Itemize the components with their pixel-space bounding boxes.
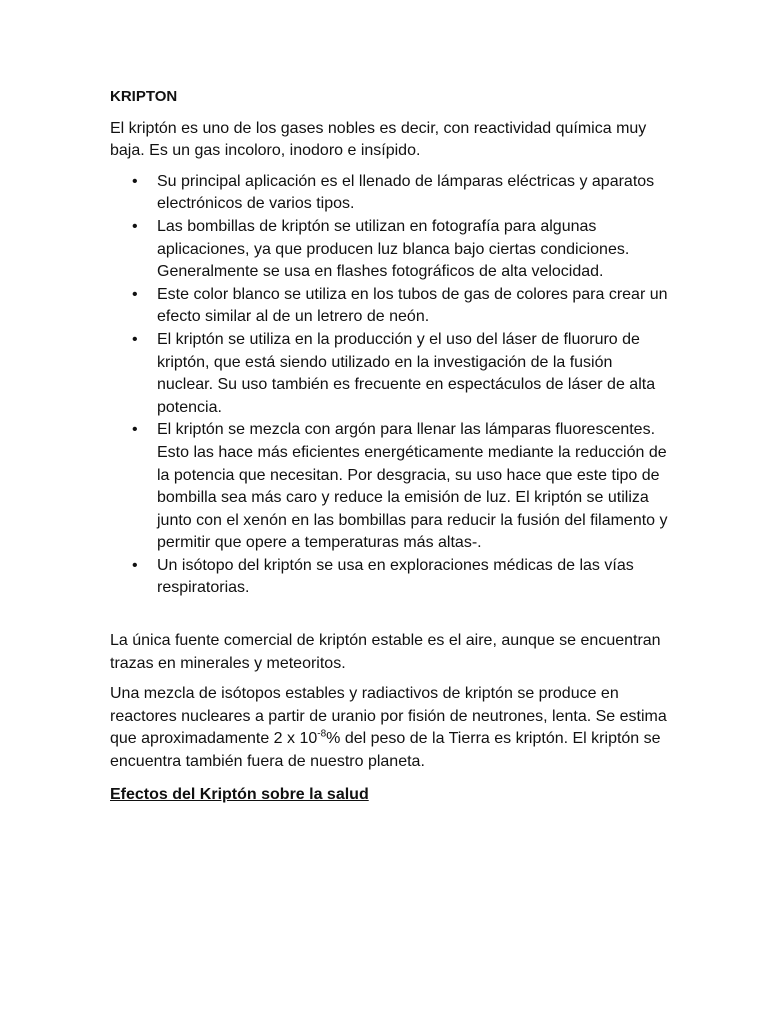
intro-paragraph: El kriptón es uno de los gases nobles es decir, con reactividad química muy baja. Es un gas incoloro, inodoro e insípido. (110, 119, 647, 160)
source-paragraph: La única fuente comercial de kriptón estable es el aire, aunque se encuentran trazas en minerales y meteoritos. (110, 632, 661, 672)
isotopes-text-start: Una mezcla de isótopos estables y radiactivos de kriptón se produce en reactores nucleares a partir de uranio por fisión de neutrones, lenta. Se estima que aproximadamente 2 x 10 (110, 685, 667, 748)
bullet-icon: • (132, 421, 138, 439)
bullet-icon: • (132, 556, 138, 574)
document-page (110, 86, 670, 814)
bullet-icon: • (132, 172, 138, 190)
list-item (110, 171, 670, 216)
list-item (110, 329, 670, 419)
document-title: KRIPTON (110, 88, 178, 105)
list-item-text: Un isótopo del kriptón se usa en exploraciones médicas de las vías respiratorias. (157, 556, 634, 597)
spacer (110, 600, 670, 630)
list-item (110, 284, 670, 329)
list-item (110, 216, 670, 284)
list-item (110, 419, 670, 555)
bullet-icon: • (132, 285, 138, 303)
list-item (110, 555, 670, 600)
health-effects-heading: Efectos del Kriptón sobre la salud (110, 785, 369, 803)
bullet-icon: • (132, 330, 138, 348)
exponent: -8 (317, 729, 327, 741)
list-item-text: Este color blanco se utiliza en los tubos de gas de colores para crear un efecto similar al de un letrero de neón. (157, 285, 668, 326)
uses-list (110, 171, 670, 600)
bullet-icon: • (132, 217, 138, 235)
isotopes-paragraph (110, 683, 670, 773)
isotopes-text-end: % del peso de la Tierra es kriptón. El kriptón se encuentra también fuera de nuestro planeta. (110, 730, 661, 771)
list-item-text: Las bombillas de kriptón se utilizan en fotografía para algunas aplicaciones, ya que producen luz blanca bajo ciertas condiciones. Generalmente se usa en flashes fotográficos de alta velocidad. (157, 217, 630, 281)
list-item-text: Su principal aplicación es el llenado de lámparas eléctricas y aparatos electrónicos de varios tipos. (157, 172, 655, 213)
list-item-text: El kriptón se mezcla con argón para llenar las lámparas fluorescentes. Esto las hace más eficientes energéticamente mediante la reducción de la potencia que necesitan. Por desgracia, su uso hace que este tipo de bombilla sea más caro y reduce la emisión de luz. El kriptón se utiliza junto con el xenón en las bombillas para reducir la fusión del filamento y permitir que opere a temperaturas más altas-. (157, 421, 668, 552)
list-item-text: El kriptón se utiliza en la producción y el uso del láser de fluoruro de kriptón, que está siendo utilizado en la investigación de la fusión nuclear. Su uso también es frecuente en espectáculos de láser de alta potencia. (157, 330, 656, 416)
